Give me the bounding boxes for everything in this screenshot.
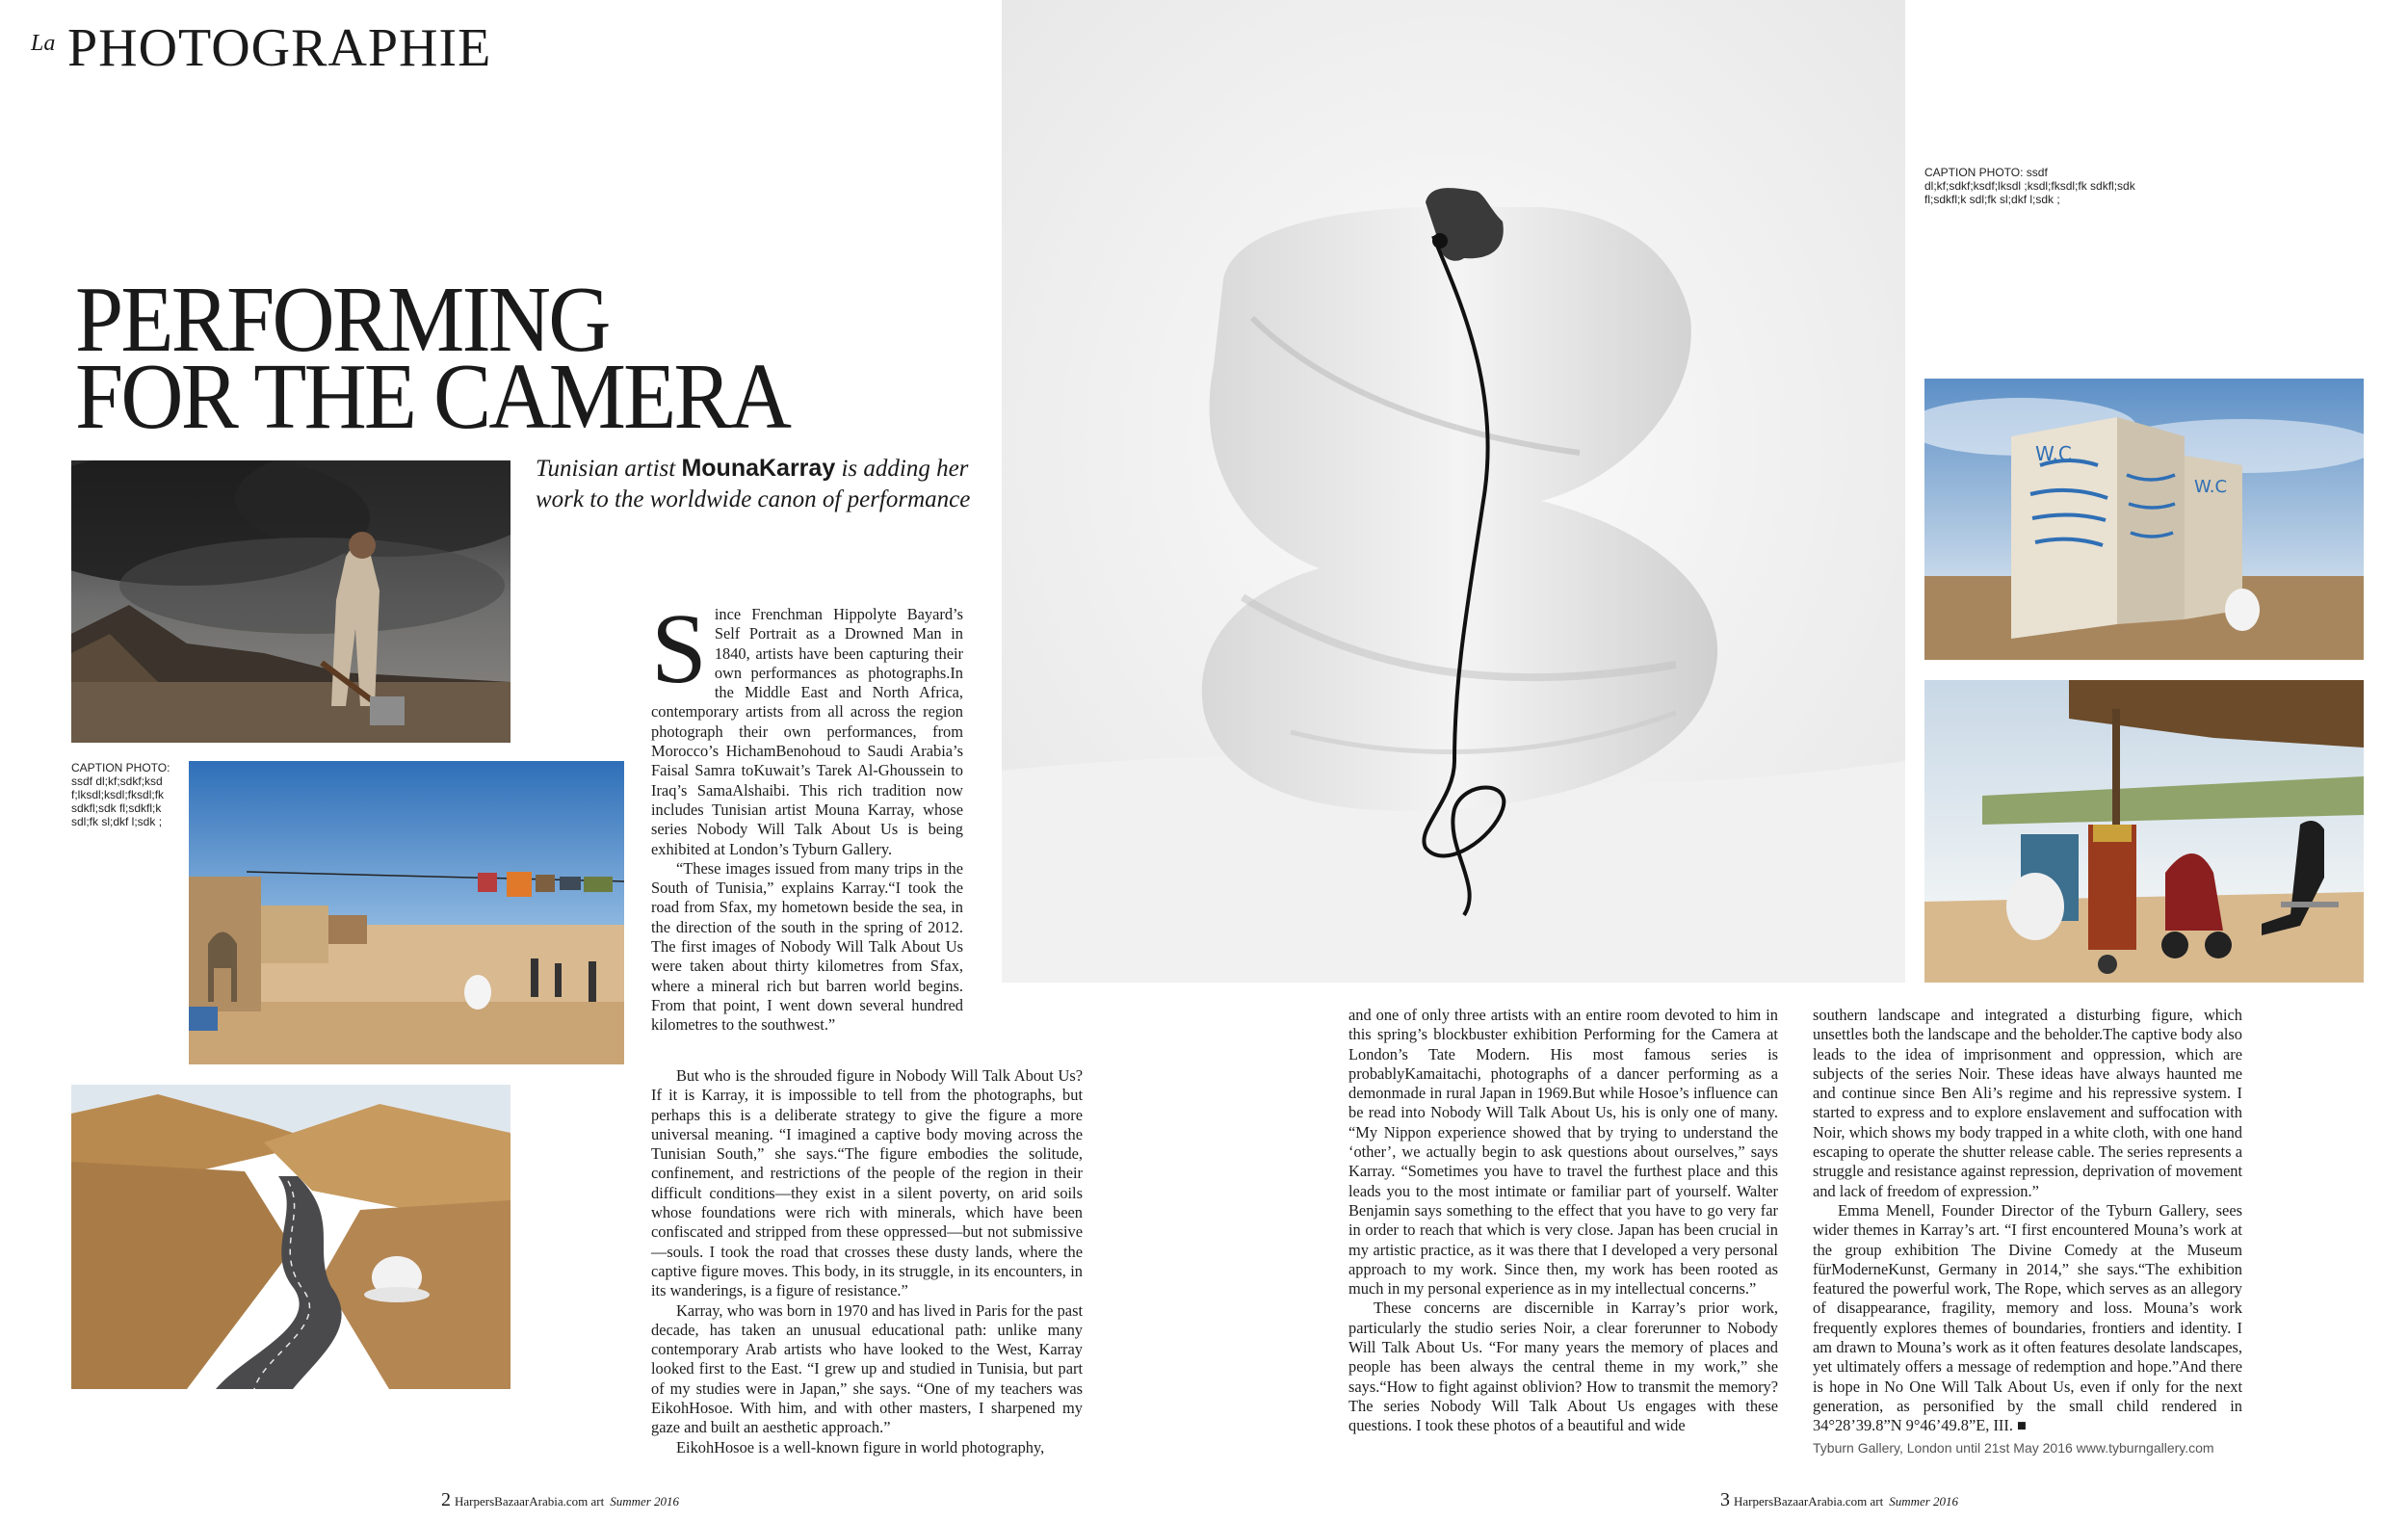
article-column-1: [651, 593, 963, 1036]
deck-artist-name: MounaKarray: [681, 455, 836, 482]
folio-issue-left: Summer 2016: [610, 1494, 680, 1509]
folio-left: [441, 1489, 679, 1511]
headline-line-2: FOR THE CAMERA: [75, 345, 790, 449]
caption-left: CAPTION PHOTO: ssdf dl;kf;sdkf;ksd f;lksdl;ksdl;fksdl;fk sdkfl;sdk fl;sdkfl;k sdl;fk sl;dkf l;sdk ;: [71, 761, 170, 828]
col1-paragraph-1-text: ince Frenchman Hippolyte Bayard’s Self Portrait as a Drowned Man in 1840, artists have been capturing their own performances as photographs.In the Middle East and North Africa, contemporary artists from all across the region photograph their own performances, from Morocco’s HichamBenohoud to Saudi Arabia’s Faisal Samra toKuwait’s Tarek Al-Ghoussein to Iraq’s SamaAlshaibi. This rich tradition now includes Tunisian artist Mouna Karray, whose series Nobody Will Talk About Us is being exhibited at London’s Tyburn Gallery.: [651, 605, 963, 858]
caption-right: CAPTION PHOTO: ssdf dl;kf;sdkf;ksdf;lksdl ;ksdl;fksdl;fk sdkfl;sdk fl;sdkfl;k sdl;fk sl;dkf l;sdk ;: [1924, 166, 2135, 206]
col2-paragraph-2: These concerns are discernible in Karray’s prior work, particularly the studio series Noir, a clear forerunner to Nobody Will Talk About Us. “For many years the memory of places and people has been always the central theme in my work,” she says.“How to fight against oblivion? How to transmit the memory? The series Nobody Will Talk About Us engages with these questions. I took these photos of a beautiful and wide: [1348, 1299, 1778, 1435]
article-deck: [536, 453, 988, 515]
photo-shrouded-figure-art: [1002, 0, 1905, 983]
graffiti-wc-2: W.C: [2194, 477, 2228, 497]
page-number-left: 2: [441, 1489, 451, 1510]
folio-site-left: HarpersBazaarArabia.com: [455, 1494, 589, 1509]
photo-shrouded-figure: [1002, 0, 1905, 983]
folio-issue-right: Summer 2016: [1889, 1494, 1959, 1509]
col1-paragraph-3: But who is the shrouded figure in Nobody Will Talk About Us? If it is Karray, it is impossible to tell from the photographs, but perhaps this is a deliberate strategy to give the figure a more universal meaning. “I imagined a captive body moving across the Tunisian South,” she says.“The figure embodies the solitude, confinement, and restrictions of the people of the region in their difficult conditions—they exist in a silent poverty, on arid soils whose foundations were rich with minerals, which have been confiscated and stripped from these oppressed—but not submissive—souls. I took the road that crosses these dusty lands, where the captive figure moves. This body, in its struggle, in its encounters, in its wanderings, is a figure of resistance.”: [651, 1066, 1083, 1300]
col2-paragraph-1: and one of only three artists with an entire room devoted to him in this spring’s blockbuster exhibition Performing for the Camera at London’s Tate Modern. His most famous series is probablyKamaitachi, photographs of a dancer performing as a demonmade in rural Japan in 1969.But while Hosoe’s influence can be read into Nobody Will Talk About Us, his is only one of many. “My Nippon experience showed that by trying to understand the ‘other’, we actually begin to ask questions about ourselves,” says Karray. “Sometimes you have to travel the furthest place and this leads you to the most intimate or familiar part of yourself. Walter Benjamin says something to the effect that you have to go very far in order to reach that which is very close. Japan has been crucial in my artistic practice, as it was there that I developed a very personal approach to my work. Since then, my work has been rooted as much in my personal experience as in my intellectual concerns.”: [1348, 1006, 1778, 1299]
article-column-2: [1348, 1006, 1778, 1436]
folio-site-right: HarpersBazaarArabia.com: [1734, 1494, 1868, 1509]
article-column-1-cont: [651, 1066, 1083, 1457]
article-headline: [75, 268, 837, 449]
photo-roadside-stall: [1924, 680, 2364, 983]
gallery-credit: Tyburn Gallery, London until 21st May 2016 www.tyburngallery.com: [1813, 1439, 2214, 1456]
col3-paragraph-2: Emma Menell, Founder Director of the Tyburn Gallery, sees wider themes in Karray’s art. “I first encountered Mouna’s work at the group exhibition The Divine Comedy at the Museum fürModerneKunst, Germany in 2014,” she says.“The exhibition featured the powerful work, The Rope, which serves as an allegory of disappearance, fragility, memory and loss. Mouna’s work frequently explores themes of boundaries, frontiers and identity. I am drawn to Mouna’s work as it often features desolate landscapes, yet ultimately offers a message of redemption and hope.”And there is hope in No One Will Talk About Us, even if only for the next generation, as personified by the small child rendered in 34°28’39.8”N 9°46’49.8”E, III. ■: [1813, 1200, 2242, 1435]
deck-prefix: Tunisian artist: [536, 456, 682, 482]
deck-suffix: is adding her work to the worldwide canon of performance: [536, 456, 971, 512]
col1-paragraph-5: EikohHosoe is a well-known figure in world photography,: [676, 1437, 1045, 1456]
photo-wc-building: [1924, 379, 2364, 660]
col1-paragraph-1: [651, 593, 963, 859]
photo-canyon-road: [71, 1085, 510, 1389]
dropcap-letter: S: [651, 593, 707, 704]
photo-desert-clothesline: [189, 761, 624, 1064]
section-kicker: La: [31, 31, 56, 56]
graffiti-wc: W.C: [2035, 442, 2072, 465]
col3-paragraph-1: southern landscape and integrated a disturbing figure, which unsettles both the landscape and the beholder.The captive body also leads to the idea of imprisonment and oppression, which are subjects of the series Noir. These ideas have always haunted me and continue since Ben Ali’s regime and his repressive system. I started to express and to explore enslavement and suffocation with Noir, which shows my body trapped in a white cloth, with one hand escaping to operate the shutter release cable. The series represents a struggle and resistance against repression, deprivation of movement and lack of freedom of expression.”: [1813, 1006, 2242, 1200]
headline-line-1: PERFORMING: [75, 268, 609, 372]
photo-roadside-stall-art: [1924, 680, 2364, 983]
photo-worker-smoke-art: [71, 460, 510, 743]
photo-wc-building-art: [1924, 379, 2364, 660]
folio-art-right: art: [1870, 1494, 1884, 1509]
photo-canyon-road-art: [71, 1085, 510, 1389]
col1-paragraph-4: Karray, who was born in 1970 and has lived in Paris for the past decade, has taken an unusual educational path: unlike many contemporary Arab artists who have looked to the West, Karray looked first to the East. “I grew up and studied in Tunisia, but part of my studies were in Japan,” she says. “One of my teachers was EikohHosoe. With him, and with other masters, I sharpened my gaze and built an aesthetic approach.”: [651, 1300, 1083, 1437]
section-title: PHOTOGRAPHIE: [67, 18, 492, 78]
folio-right: [1720, 1489, 1958, 1511]
photo-desert-clothesline-art: [189, 761, 624, 1064]
folio-art-left: art: [590, 1494, 605, 1509]
col1-paragraph-2: “These images issued from many trips in the South of Tunisia,” explains Karray.“I took the road from Sfax, my hometown beside the sea, in the direction of the south in the spring of 2012. The first images of Nobody Will Talk About Us were taken about thirty kilometres from Sfax, where a mineral rich but barren world begins. From that point, I went down several hundred kilometres to the southwest.”: [651, 858, 963, 1035]
page-number-right: 3: [1720, 1489, 1730, 1510]
photo-worker-smoke: [71, 460, 510, 743]
article-column-3: [1813, 1006, 2242, 1457]
